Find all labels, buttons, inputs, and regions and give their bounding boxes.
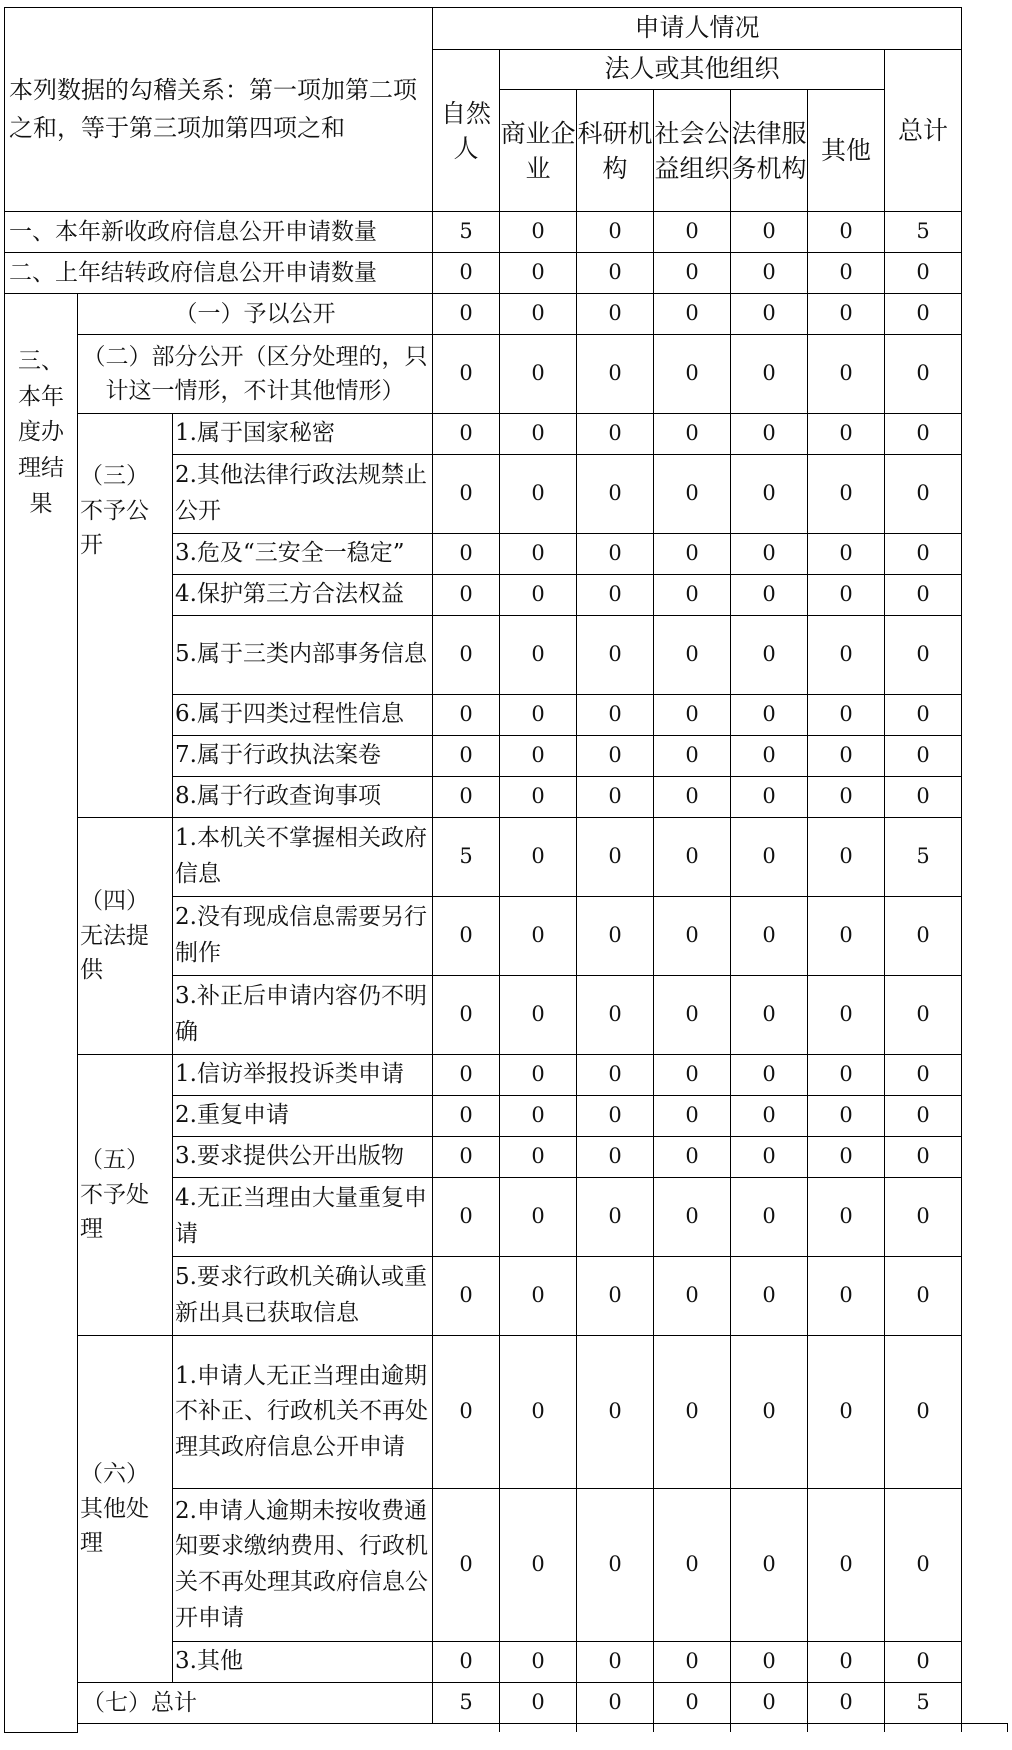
cell-value: 0 (654, 1642, 731, 1683)
cell-value: 0 (885, 253, 962, 294)
cell-value: 0 (433, 897, 500, 976)
cell-value: 0 (654, 1683, 731, 1724)
item-label: 4.保护第三方合法权益 (173, 575, 433, 616)
cell-value: 0 (731, 534, 808, 575)
cell-value: 0 (654, 1336, 731, 1489)
cell-value: 0 (654, 534, 731, 575)
cutoff-cell (808, 1724, 885, 1733)
cell-value: 0 (433, 253, 500, 294)
cell-value: 0 (577, 1336, 654, 1489)
item-label: 3.其他 (173, 1642, 433, 1683)
header-legal-service: 法律服务机构 (731, 90, 808, 212)
table-row (5, 1336, 1008, 1489)
cell-value: 5 (433, 818, 500, 897)
cell-value: 0 (577, 534, 654, 575)
cell-value: 0 (731, 616, 808, 695)
gov-info-disclosure-table (4, 7, 1008, 1733)
cell-value: 0 (808, 253, 885, 294)
cell-value: 0 (577, 455, 654, 534)
header-commercial: 商业企业 (500, 90, 577, 212)
cell-value: 0 (808, 1683, 885, 1724)
cell-value: 0 (433, 1336, 500, 1489)
cutoff-cell (885, 1724, 962, 1733)
cell-value: 0 (808, 1257, 885, 1336)
cutoff-cell (78, 1724, 500, 1733)
cell-value: 0 (500, 1489, 577, 1642)
cell-value: 0 (731, 253, 808, 294)
item-label: 3.补正后申请内容仍不明确 (173, 976, 433, 1055)
cell-value: 0 (433, 1257, 500, 1336)
cell-value: 0 (500, 294, 577, 335)
cell-value: 5 (885, 818, 962, 897)
cell-value: 0 (654, 1178, 731, 1257)
cutoff-cell (654, 1724, 731, 1733)
item-label: 4.无正当理由大量重复申请 (173, 1178, 433, 1257)
cell-value: 0 (433, 1096, 500, 1137)
cell-value: 0 (500, 695, 577, 736)
cell-value: 0 (808, 818, 885, 897)
cell-value: 0 (654, 777, 731, 818)
cell-value: 0 (808, 414, 885, 455)
header-legal-entity: 法人或其他组织 (500, 50, 885, 90)
cell-value: 0 (808, 1055, 885, 1096)
cell-value: 0 (654, 1055, 731, 1096)
cell-value: 0 (577, 818, 654, 897)
cell-value: 0 (433, 455, 500, 534)
cell-value: 0 (808, 1137, 885, 1178)
cell-value: 0 (731, 976, 808, 1055)
cell-value: 0 (885, 534, 962, 575)
cutoff-cell (962, 1724, 1008, 1733)
cell-value: 0 (885, 1055, 962, 1096)
cell-value: 0 (885, 1257, 962, 1336)
cell-value: 0 (885, 1642, 962, 1683)
cell-value: 0 (500, 1137, 577, 1178)
cell-value: 0 (500, 897, 577, 976)
cell-value: 0 (654, 212, 731, 253)
cell-value: 0 (500, 616, 577, 695)
cell-value: 0 (500, 1642, 577, 1683)
item-label: 3.危及“三安全一稳定” (173, 534, 433, 575)
item-label: 1.属于国家秘密 (173, 414, 433, 455)
cell-value: 0 (654, 253, 731, 294)
cell-value: 0 (885, 695, 962, 736)
cell-value: 0 (808, 736, 885, 777)
header-research: 科研机构 (577, 90, 654, 212)
cell-value: 0 (885, 455, 962, 534)
cell-value: 0 (577, 1178, 654, 1257)
cell-value: 0 (808, 976, 885, 1055)
cell-value: 0 (731, 818, 808, 897)
cell-value: 0 (731, 897, 808, 976)
item-label: 1.申请人无正当理由逾期不补正、行政机关不再处理其政府信息公开申请 (173, 1336, 433, 1489)
not-open-label: （三）不予公开 (78, 414, 173, 818)
cell-value: 0 (808, 1642, 885, 1683)
cell-value: 0 (500, 818, 577, 897)
cell-value: 0 (654, 976, 731, 1055)
cell-value: 0 (433, 1178, 500, 1257)
table-row (5, 818, 1008, 897)
cell-value: 0 (577, 736, 654, 777)
cell-value: 0 (500, 1096, 577, 1137)
cell-value: 0 (500, 414, 577, 455)
cell-value: 0 (500, 534, 577, 575)
cell-value: 0 (654, 736, 731, 777)
cell-value: 0 (654, 1489, 731, 1642)
cell-value: 0 (731, 736, 808, 777)
item-label: 2.申请人逾期未按收费通知要求缴纳费用、行政机关不再处理其政府信息公开申请 (173, 1489, 433, 1642)
cell-value: 0 (654, 1257, 731, 1336)
cell-value: 0 (577, 976, 654, 1055)
header-description: 本列数据的勾稽关系：第一项加第二项之和，等于第三项加第四项之和 (5, 8, 433, 212)
cell-value: 0 (731, 1055, 808, 1096)
cell-value: 0 (808, 777, 885, 818)
not-processed-label: （五）不予处理 (78, 1055, 173, 1336)
cell-value: 0 (577, 294, 654, 335)
cell-value: 0 (885, 616, 962, 695)
table-row (5, 414, 1008, 455)
cell-value: 0 (433, 736, 500, 777)
cell-value: 0 (885, 1178, 962, 1257)
cell-value: 0 (731, 1336, 808, 1489)
cell-value: 5 (433, 1683, 500, 1724)
cell-value: 0 (885, 414, 962, 455)
cell-value: 0 (885, 897, 962, 976)
cell-value: 0 (731, 212, 808, 253)
cell-value: 0 (885, 1489, 962, 1642)
cell-value: 5 (885, 212, 962, 253)
cell-value: 0 (433, 1642, 500, 1683)
section1-label: 一、本年新收政府信息公开申请数量 (5, 212, 433, 253)
cell-value: 0 (500, 455, 577, 534)
cell-value: 0 (731, 414, 808, 455)
cell-value: 0 (808, 575, 885, 616)
cell-value: 0 (577, 1096, 654, 1137)
cell-value: 0 (433, 616, 500, 695)
header-total: 总计 (885, 50, 962, 212)
cell-value: 0 (654, 695, 731, 736)
item-label: 8.属于行政查询事项 (173, 777, 433, 818)
cell-value: 0 (500, 335, 577, 414)
cell-value: 0 (731, 695, 808, 736)
cell-value: 0 (577, 695, 654, 736)
cell-value: 0 (808, 212, 885, 253)
cell-value: 0 (577, 777, 654, 818)
cell-value: 0 (885, 1096, 962, 1137)
cell-value: 0 (885, 1336, 962, 1489)
item-label: 5.要求行政机关确认或重新出具已获取信息 (173, 1257, 433, 1336)
cell-value: 0 (433, 695, 500, 736)
cell-value: 0 (577, 1489, 654, 1642)
cell-value: 0 (433, 335, 500, 414)
cell-value: 0 (433, 976, 500, 1055)
cell-value: 0 (885, 976, 962, 1055)
cell-value: 0 (808, 897, 885, 976)
unable-label: （四）无法提供 (78, 818, 173, 1055)
cell-value: 0 (577, 1683, 654, 1724)
cell-value: 0 (577, 335, 654, 414)
cell-value: 0 (731, 1096, 808, 1137)
cell-value: 0 (433, 777, 500, 818)
cell-value: 0 (577, 1055, 654, 1096)
cell-value: 0 (500, 1683, 577, 1724)
table-row (5, 212, 1008, 253)
cell-value: 0 (433, 534, 500, 575)
cell-value: 0 (654, 897, 731, 976)
cell-value: 0 (808, 1096, 885, 1137)
item-label: 2.没有现成信息需要另行制作 (173, 897, 433, 976)
item-label: 6.属于四类过程性信息 (173, 695, 433, 736)
section2-label: 二、上年结转政府信息公开申请数量 (5, 253, 433, 294)
cell-value: 0 (433, 1489, 500, 1642)
cell-value: 0 (577, 212, 654, 253)
cell-value: 0 (731, 575, 808, 616)
table-row-cutoff (5, 1724, 1008, 1733)
cell-value: 0 (808, 695, 885, 736)
cell-value: 0 (731, 1683, 808, 1724)
cell-value: 0 (808, 1178, 885, 1257)
cell-value: 0 (433, 1055, 500, 1096)
cell-value: 0 (577, 414, 654, 455)
item-label: 2.其他法律行政法规禁止公开 (173, 455, 433, 534)
cell-value: 0 (885, 736, 962, 777)
cell-value: 0 (731, 1642, 808, 1683)
cell-value: 0 (654, 294, 731, 335)
cell-value: 0 (500, 1178, 577, 1257)
cell-value: 5 (885, 1683, 962, 1724)
cell-value: 0 (808, 335, 885, 414)
cell-value: 0 (885, 777, 962, 818)
cell-value: 0 (731, 1178, 808, 1257)
cell-value: 0 (731, 1257, 808, 1336)
cell-value: 0 (500, 976, 577, 1055)
cell-value: 0 (731, 1137, 808, 1178)
table-row (5, 1683, 1008, 1724)
item-label: 1.本机关不掌握相关政府信息 (173, 818, 433, 897)
table-row (5, 294, 1008, 335)
cell-value: 0 (885, 335, 962, 414)
cutoff-cell (577, 1724, 654, 1733)
cell-value: 0 (731, 294, 808, 335)
cell-value: 0 (808, 534, 885, 575)
cutoff-cell (500, 1724, 577, 1733)
open-label: （一）予以公开 (78, 294, 433, 335)
item-label: 7.属于行政执法案卷 (173, 736, 433, 777)
cell-value: 0 (731, 777, 808, 818)
table-row (5, 335, 1008, 414)
table-row (5, 253, 1008, 294)
cell-value: 0 (885, 294, 962, 335)
cell-value: 0 (433, 294, 500, 335)
cell-value: 0 (654, 616, 731, 695)
cell-value: 0 (577, 897, 654, 976)
table-row (5, 1055, 1008, 1096)
cell-value: 0 (500, 1336, 577, 1489)
cell-value: 0 (808, 294, 885, 335)
item-label: 3.要求提供公开出版物 (173, 1137, 433, 1178)
cell-value: 5 (433, 212, 500, 253)
cell-value: 0 (731, 1489, 808, 1642)
cell-value: 0 (500, 253, 577, 294)
cell-value: 0 (577, 1257, 654, 1336)
cell-value: 0 (654, 1137, 731, 1178)
cell-value: 0 (433, 575, 500, 616)
header-applicant-info: 申请人情况 (433, 8, 962, 50)
cell-value: 0 (577, 253, 654, 294)
cell-value: 0 (577, 575, 654, 616)
item-label: 1.信访举报投诉类申请 (173, 1055, 433, 1096)
cell-value: 0 (500, 575, 577, 616)
cell-value: 0 (577, 1137, 654, 1178)
item-label: 2.重复申请 (173, 1096, 433, 1137)
cell-value: 0 (808, 1489, 885, 1642)
cell-value: 0 (654, 575, 731, 616)
item-label: 5.属于三类内部事务信息 (173, 616, 433, 695)
cell-value: 0 (577, 616, 654, 695)
cell-value: 0 (654, 455, 731, 534)
cell-value: 0 (885, 575, 962, 616)
cell-value: 0 (731, 335, 808, 414)
cell-value: 0 (731, 455, 808, 534)
total-label: （七）总计 (78, 1683, 433, 1724)
section3-label: 三、本年度办理结果 (5, 294, 78, 1733)
cell-value: 0 (654, 1096, 731, 1137)
header-natural-person: 自然人 (433, 50, 500, 212)
partial-label: （二）部分公开（区分处理的，只计这一情形，不计其他情形） (78, 335, 433, 414)
cell-value: 0 (433, 414, 500, 455)
header-public-welfare: 社会公益组织 (654, 90, 731, 212)
header-other: 其他 (808, 90, 885, 212)
cell-value: 0 (808, 1336, 885, 1489)
cell-value: 0 (654, 335, 731, 414)
other-processing-label: （六）其他处理 (78, 1336, 173, 1683)
cell-value: 0 (654, 414, 731, 455)
cell-value: 0 (808, 455, 885, 534)
cutoff-cell (731, 1724, 808, 1733)
cell-value: 0 (885, 1137, 962, 1178)
cell-value: 0 (500, 736, 577, 777)
cell-value: 0 (500, 212, 577, 253)
cell-value: 0 (577, 1642, 654, 1683)
cell-value: 0 (500, 1257, 577, 1336)
cell-value: 0 (500, 777, 577, 818)
cell-value: 0 (808, 616, 885, 695)
cell-value: 0 (654, 818, 731, 897)
cell-value: 0 (500, 1055, 577, 1096)
cell-value: 0 (433, 1137, 500, 1178)
